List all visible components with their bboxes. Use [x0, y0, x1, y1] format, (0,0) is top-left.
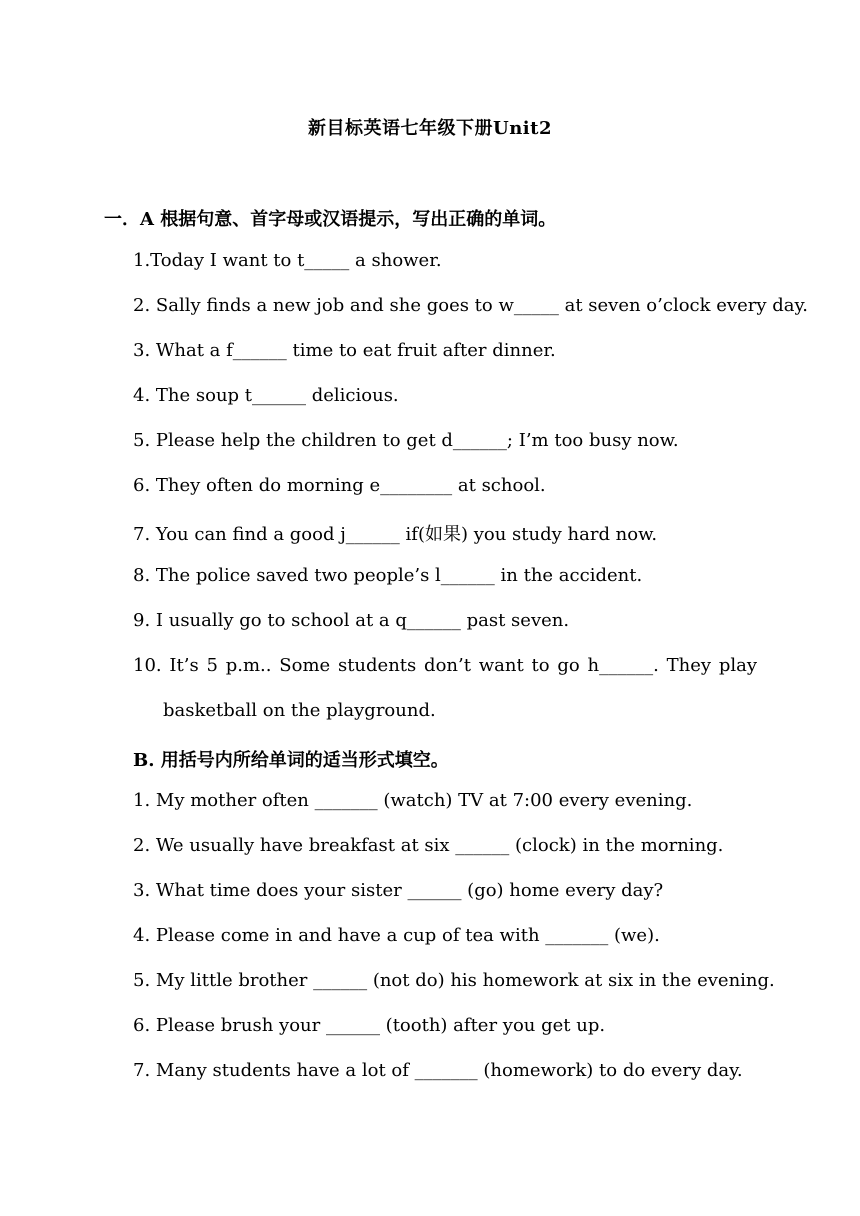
section-b-heading: B. 用括号内所给单词的适当形式填空。: [133, 750, 449, 771]
question-b-2: 2. We usually have breakfast at six ______ (clock) in the morning.: [133, 835, 724, 856]
question-b-5: 5. My little brother ______ (not do) his homework at six in the evening.: [133, 970, 775, 991]
question-a-9: 9. I usually go to school at a q______ past seven.: [133, 610, 570, 631]
question-a-6: 6. They often do morning e________ at school.: [133, 475, 546, 496]
question-a-8: 8. The police saved two people’s l______ in the accident.: [133, 565, 643, 586]
question-b-7: 7. Many students have a lot of _______ (homework) to do every day.: [133, 1060, 743, 1081]
question-a-10: 10. It’s 5 p.m.. Some students don’t want to go h______. They play: [133, 655, 757, 676]
question-b-6: 6. Please brush your ______ (tooth) after you get up.: [133, 1015, 606, 1036]
question-a-4: 4. The soup t______ delicious.: [133, 385, 399, 406]
question-a-10-continued: basketball on the playground.: [163, 700, 436, 721]
question-a-5: 5. Please help the children to get d______; I’m too busy now.: [133, 430, 679, 451]
question-a-1: 1.Today I want to t_____ a shower.: [133, 250, 442, 271]
document-title: 新目标英语七年级下册Unit2: [308, 118, 552, 139]
question-a-3: 3. What a f______ time to eat fruit after dinner.: [133, 340, 556, 361]
section-a-heading: 一．A 根据句意、首字母或汉语提示，写出正确的单词。: [104, 209, 557, 230]
question-b-3: 3. What time does your sister ______ (go) home every day?: [133, 880, 664, 901]
question-a-2: 2. Sally finds a new job and she goes to w_____ at seven o’clock every day.: [133, 295, 808, 316]
question-b-1: 1. My mother often _______ (watch) TV at 7:00 every evening.: [133, 790, 693, 811]
question-a-7: 7. You can find a good j______ if(如果) you study hard now.: [133, 524, 658, 545]
question-b-4: 4. Please come in and have a cup of tea with _______ (we).: [133, 925, 660, 946]
